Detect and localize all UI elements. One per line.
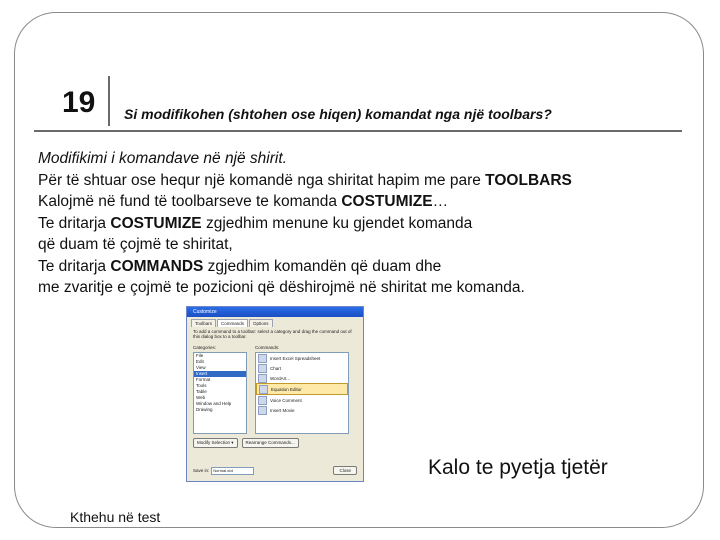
save-in-group: [193, 467, 254, 475]
command-label: Insert Movie: [270, 407, 295, 413]
command-label: Voice Comment: [270, 397, 302, 403]
body-line-6: [38, 256, 678, 278]
horizontal-divider: [34, 130, 682, 132]
back-to-test-link[interactable]: Kthehu në test: [70, 509, 161, 525]
body-line-2-text: Për të shtuar ose hequr një komandë nga shiritat hapim me pare: [38, 171, 486, 189]
dialog-description: To add a command to a toolbar: select a category and drag the command out of this dialog box to a toolbar.: [193, 329, 352, 339]
body-line-4-post: zgjedhim menune ku gjendet komanda: [201, 214, 473, 232]
categories-label: Categories:: [193, 345, 217, 350]
category-item: Edit: [196, 359, 204, 364]
commands-list: [255, 352, 349, 434]
body-line-4: [38, 213, 678, 235]
body-line-3-post: …: [432, 193, 449, 210]
next-question-link[interactable]: Kalo te pyetja tjetër: [428, 456, 608, 479]
comment-icon: [258, 396, 267, 405]
body-line-4-bold: COSTUMIZE: [110, 214, 202, 232]
wordart-icon: [258, 374, 267, 383]
body-line-2-bold: TOOLBARS: [485, 171, 572, 189]
commands-label: Commands:: [255, 345, 280, 350]
vertical-divider: [108, 76, 110, 126]
commands-column: [255, 345, 349, 434]
body-line-3: [38, 191, 678, 213]
body-line-7: me zvaritje e çojmë te pozicioni që dëshirojmë në shiritat me komanda.: [38, 279, 525, 296]
dialog-title: Customize: [187, 307, 363, 317]
command-label: Insert Excel Spreadsheet: [270, 355, 321, 361]
category-item: Drawing: [196, 407, 213, 412]
command-item: [256, 405, 348, 415]
command-label: Equation Editor: [271, 386, 302, 392]
command-item: [256, 363, 348, 373]
dialog-tabs: [187, 317, 363, 327]
tab-toolbars: Toolbars: [191, 319, 216, 327]
category-item: Tools: [196, 383, 207, 388]
body-line-6-text: Te dritarja: [38, 257, 111, 275]
body-line-3-bold: COSTUMIZE: [341, 193, 433, 210]
categories-column: [193, 345, 247, 434]
category-item: Window and Help: [196, 401, 232, 406]
slide-body: [38, 148, 678, 299]
command-item: [256, 395, 348, 405]
body-line-6-bold: COMMANDS: [110, 257, 204, 275]
movie-icon: [258, 406, 267, 415]
chart-icon: [258, 364, 267, 373]
equation-icon: [259, 385, 268, 394]
close-button: Close: [333, 466, 357, 475]
category-item: View: [196, 365, 206, 370]
command-label: WordArt...: [270, 375, 291, 381]
command-item: [256, 373, 348, 383]
command-item: [256, 353, 348, 363]
body-line-2: [38, 170, 678, 192]
rearrange-commands-button: Rearrange Commands...: [242, 438, 299, 448]
body-line-6-post: zgjedhim komandën që duam dhe: [203, 257, 442, 275]
dialog-bottom-row: [193, 466, 357, 475]
category-item: Table: [196, 389, 207, 394]
body-line-5: që duam të çojmë te shiritat,: [38, 236, 233, 253]
command-label: Chart: [270, 365, 282, 371]
customize-dialog-screenshot: [186, 306, 364, 482]
tab-commands: Commands: [217, 319, 248, 327]
slide-number: 19: [62, 86, 96, 119]
command-item-selected: [256, 383, 348, 395]
body-line-1: Modifikimi i komandave në një shirit.: [38, 150, 287, 167]
save-in-value: Normal.dot: [211, 467, 254, 475]
body-line-3-text: Kalojmë në fund të toolbarseve te komanda: [38, 193, 342, 210]
dialog-buttons-row: [187, 434, 363, 452]
body-line-4-text: Te dritarja: [38, 214, 111, 232]
spreadsheet-icon: [258, 354, 267, 363]
save-in-label: Save in:: [193, 468, 210, 473]
category-item: Web: [196, 395, 206, 400]
slide-title: Si modifikohen (shtohen ose hiqen) komandat nga një toolbars?: [124, 106, 552, 122]
category-item-selected: Insert: [194, 371, 246, 377]
modify-selection-button: Modify Selection ▾: [193, 438, 238, 448]
dialog-columns: [187, 345, 363, 434]
category-item: Format: [196, 377, 211, 382]
tab-options: Options: [249, 319, 273, 327]
categories-list: [193, 352, 247, 434]
category-item: File: [196, 353, 204, 358]
